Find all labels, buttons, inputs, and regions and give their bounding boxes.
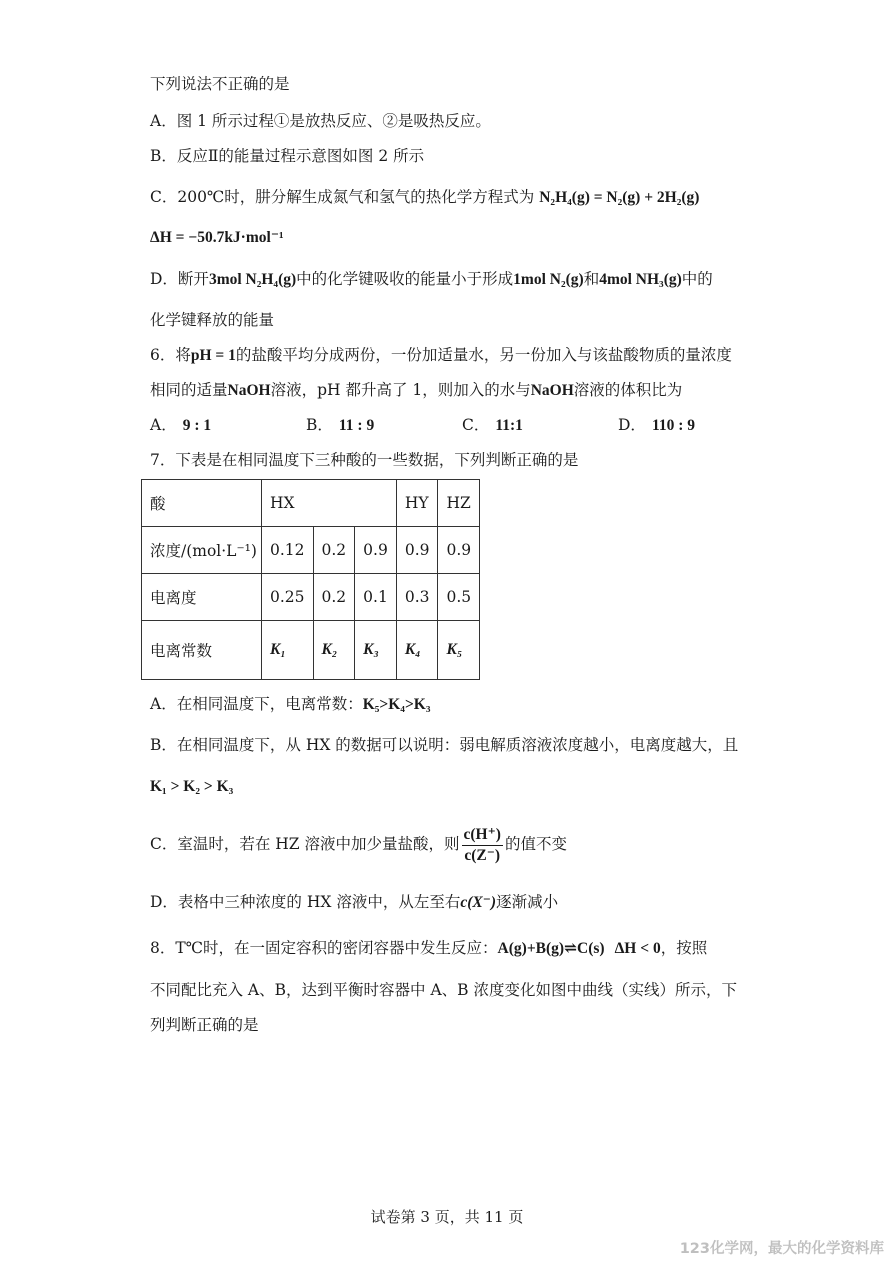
- table-cell: 0.12: [262, 527, 314, 574]
- text-segment: D．表格中三种浓度的 HX 溶液中，从左至右: [150, 893, 461, 911]
- option-letter: D．: [618, 416, 646, 434]
- formula: 3mol N₂H₄(g): [208, 271, 297, 288]
- option-letter: A．: [150, 416, 177, 434]
- q5-stem-end: 下列说法不正确的是: [150, 75, 290, 93]
- formula: NaOH: [227, 382, 271, 399]
- table-cell: 0.2: [313, 527, 355, 574]
- q5-option-c-enthalpy: [150, 226, 284, 249]
- table-cell: K₅: [438, 621, 480, 680]
- text-segment: ，按照: [660, 939, 708, 957]
- formula: pH = 1: [190, 347, 236, 364]
- row-label: 电离常数: [142, 621, 262, 680]
- q7-option-c: [150, 820, 567, 868]
- table-cell: 0.2: [313, 574, 355, 621]
- text-segment: D．断开: [150, 270, 209, 288]
- option-value: 11:1: [495, 417, 523, 434]
- table-row: [142, 527, 480, 574]
- text-segment: 中的化学键吸收的能量小于形成: [296, 270, 514, 288]
- text-segment: 溶液，pH 都升高了 1，则加入的水与: [270, 381, 531, 399]
- q7-stem: 7．下表是在相同温度下三种酸的一些数据，下列判断正确的是: [150, 451, 579, 469]
- q5-option-d-cont: 化学键释放的能量: [150, 311, 275, 329]
- table-row: [142, 621, 480, 680]
- q7-option-b: B．在相同温度下，从 HX 的数据可以说明：弱电解质溶液浓度越小，电离度越大，且: [150, 736, 739, 754]
- text-segment: 的值不变: [504, 835, 567, 853]
- text-segment: C．室温时，若在 HZ 溶液中加少量盐酸，则: [150, 835, 460, 853]
- q7-option-d: [150, 891, 558, 914]
- table-cell: 0.9: [396, 527, 438, 574]
- text-segment: 溶液的体积比为: [573, 381, 683, 399]
- table-cell: K₃: [355, 621, 397, 680]
- formula: ΔH < 0: [614, 940, 661, 957]
- table-cell: K₄: [396, 621, 438, 680]
- text-segment: A．在相同温度下，电离常数：: [150, 695, 363, 713]
- q5-option-b: B．反应Ⅱ的能量过程示意图如图 2 所示: [150, 147, 425, 165]
- table-cell: 0.9: [438, 527, 480, 574]
- formula: K₅>K₄>K₃: [362, 696, 431, 713]
- table-cell: 0.9: [355, 527, 397, 574]
- q8-stem-line2: 不同配比充入 A、B，达到平衡时容器中 A、B 浓度变化如图中曲线（实线）所示，下: [150, 981, 737, 999]
- formula: K₁ > K₂ > K₃: [150, 778, 234, 795]
- text-segment: 8．T℃时，在一固定容积的密闭容器中发生反应：: [150, 939, 498, 957]
- table-cell: 0.5: [438, 574, 480, 621]
- table-cell: 0.3: [396, 574, 438, 621]
- table-row: [142, 480, 480, 527]
- q6-option-c: [462, 414, 523, 437]
- option-letter: B．: [306, 416, 333, 434]
- acid-data-table: [141, 479, 480, 680]
- q5-option-a: A．图 1 所示过程①是放热反应、②是吸热反应。: [150, 112, 491, 130]
- table-row: [142, 574, 480, 621]
- table-cell: K₂: [313, 621, 355, 680]
- table-cell: 0.25: [262, 574, 314, 621]
- formula: NaOH: [530, 382, 574, 399]
- formula: A(g)+B(g)⇌C(s): [497, 940, 605, 957]
- row-label: 酸: [142, 480, 262, 527]
- q5-option-c-equation: N₂H₄(g) = N₂(g) + 2H₂(g): [539, 189, 700, 206]
- q6-option-a: [150, 414, 211, 437]
- page-footer: 试卷第 3 页，共 11 页: [370, 1208, 524, 1226]
- enthalpy-value: ΔH = −50.7kJ·mol⁻¹: [150, 229, 284, 246]
- header-hx: HX: [262, 480, 397, 527]
- text-segment: 中的: [681, 270, 713, 288]
- text-segment: 6．将: [150, 346, 191, 364]
- text-segment: 的盐酸平均分成两份，一份加适量水，另一份加入与该盐酸物质的量浓度: [235, 346, 732, 364]
- text-segment: 逐渐减小: [496, 893, 559, 911]
- fraction-denominator: c(Z⁻): [464, 846, 501, 864]
- row-label: 浓度/(mol·L⁻¹): [142, 527, 262, 574]
- q7-option-a: [150, 693, 430, 716]
- row-label: 电离度: [142, 574, 262, 621]
- q8-stem-line3: 列判断正确的是: [150, 1016, 259, 1034]
- table-cell: K₁: [262, 621, 314, 680]
- formula: c(X⁻): [460, 894, 497, 911]
- formula: 4mol NH₃(g): [599, 271, 682, 288]
- q6-option-b: [306, 414, 374, 437]
- option-value: 110 : 9: [651, 417, 695, 434]
- header-hy: HY: [396, 480, 438, 527]
- text-segment: 和: [583, 270, 600, 288]
- q7-option-b-cont: [150, 775, 233, 798]
- option-letter: C．: [462, 416, 490, 434]
- header-hz: HZ: [438, 480, 480, 527]
- q6-option-d: [618, 414, 695, 437]
- q6-stem-line2: [150, 379, 682, 402]
- q6-stem-line1: [150, 344, 732, 367]
- fraction: [462, 825, 503, 866]
- formula: 1mol N₂(g): [513, 271, 584, 288]
- q8-stem-line1: [150, 937, 707, 960]
- q5-option-c: [150, 186, 699, 209]
- option-value: 9 : 1: [182, 417, 212, 434]
- table-cell: 0.1: [355, 574, 397, 621]
- text-segment: 相同的适量: [150, 381, 228, 399]
- option-value: 11 : 9: [338, 417, 375, 434]
- q5-option-d: [150, 268, 713, 291]
- q5-option-c-text: C．200℃时，肼分解生成氮气和氢气的热化学方程式为: [150, 188, 535, 206]
- fraction-numerator: c(H⁺): [462, 825, 503, 846]
- watermark: 123化学网，最大的化学资料库: [679, 1241, 884, 1257]
